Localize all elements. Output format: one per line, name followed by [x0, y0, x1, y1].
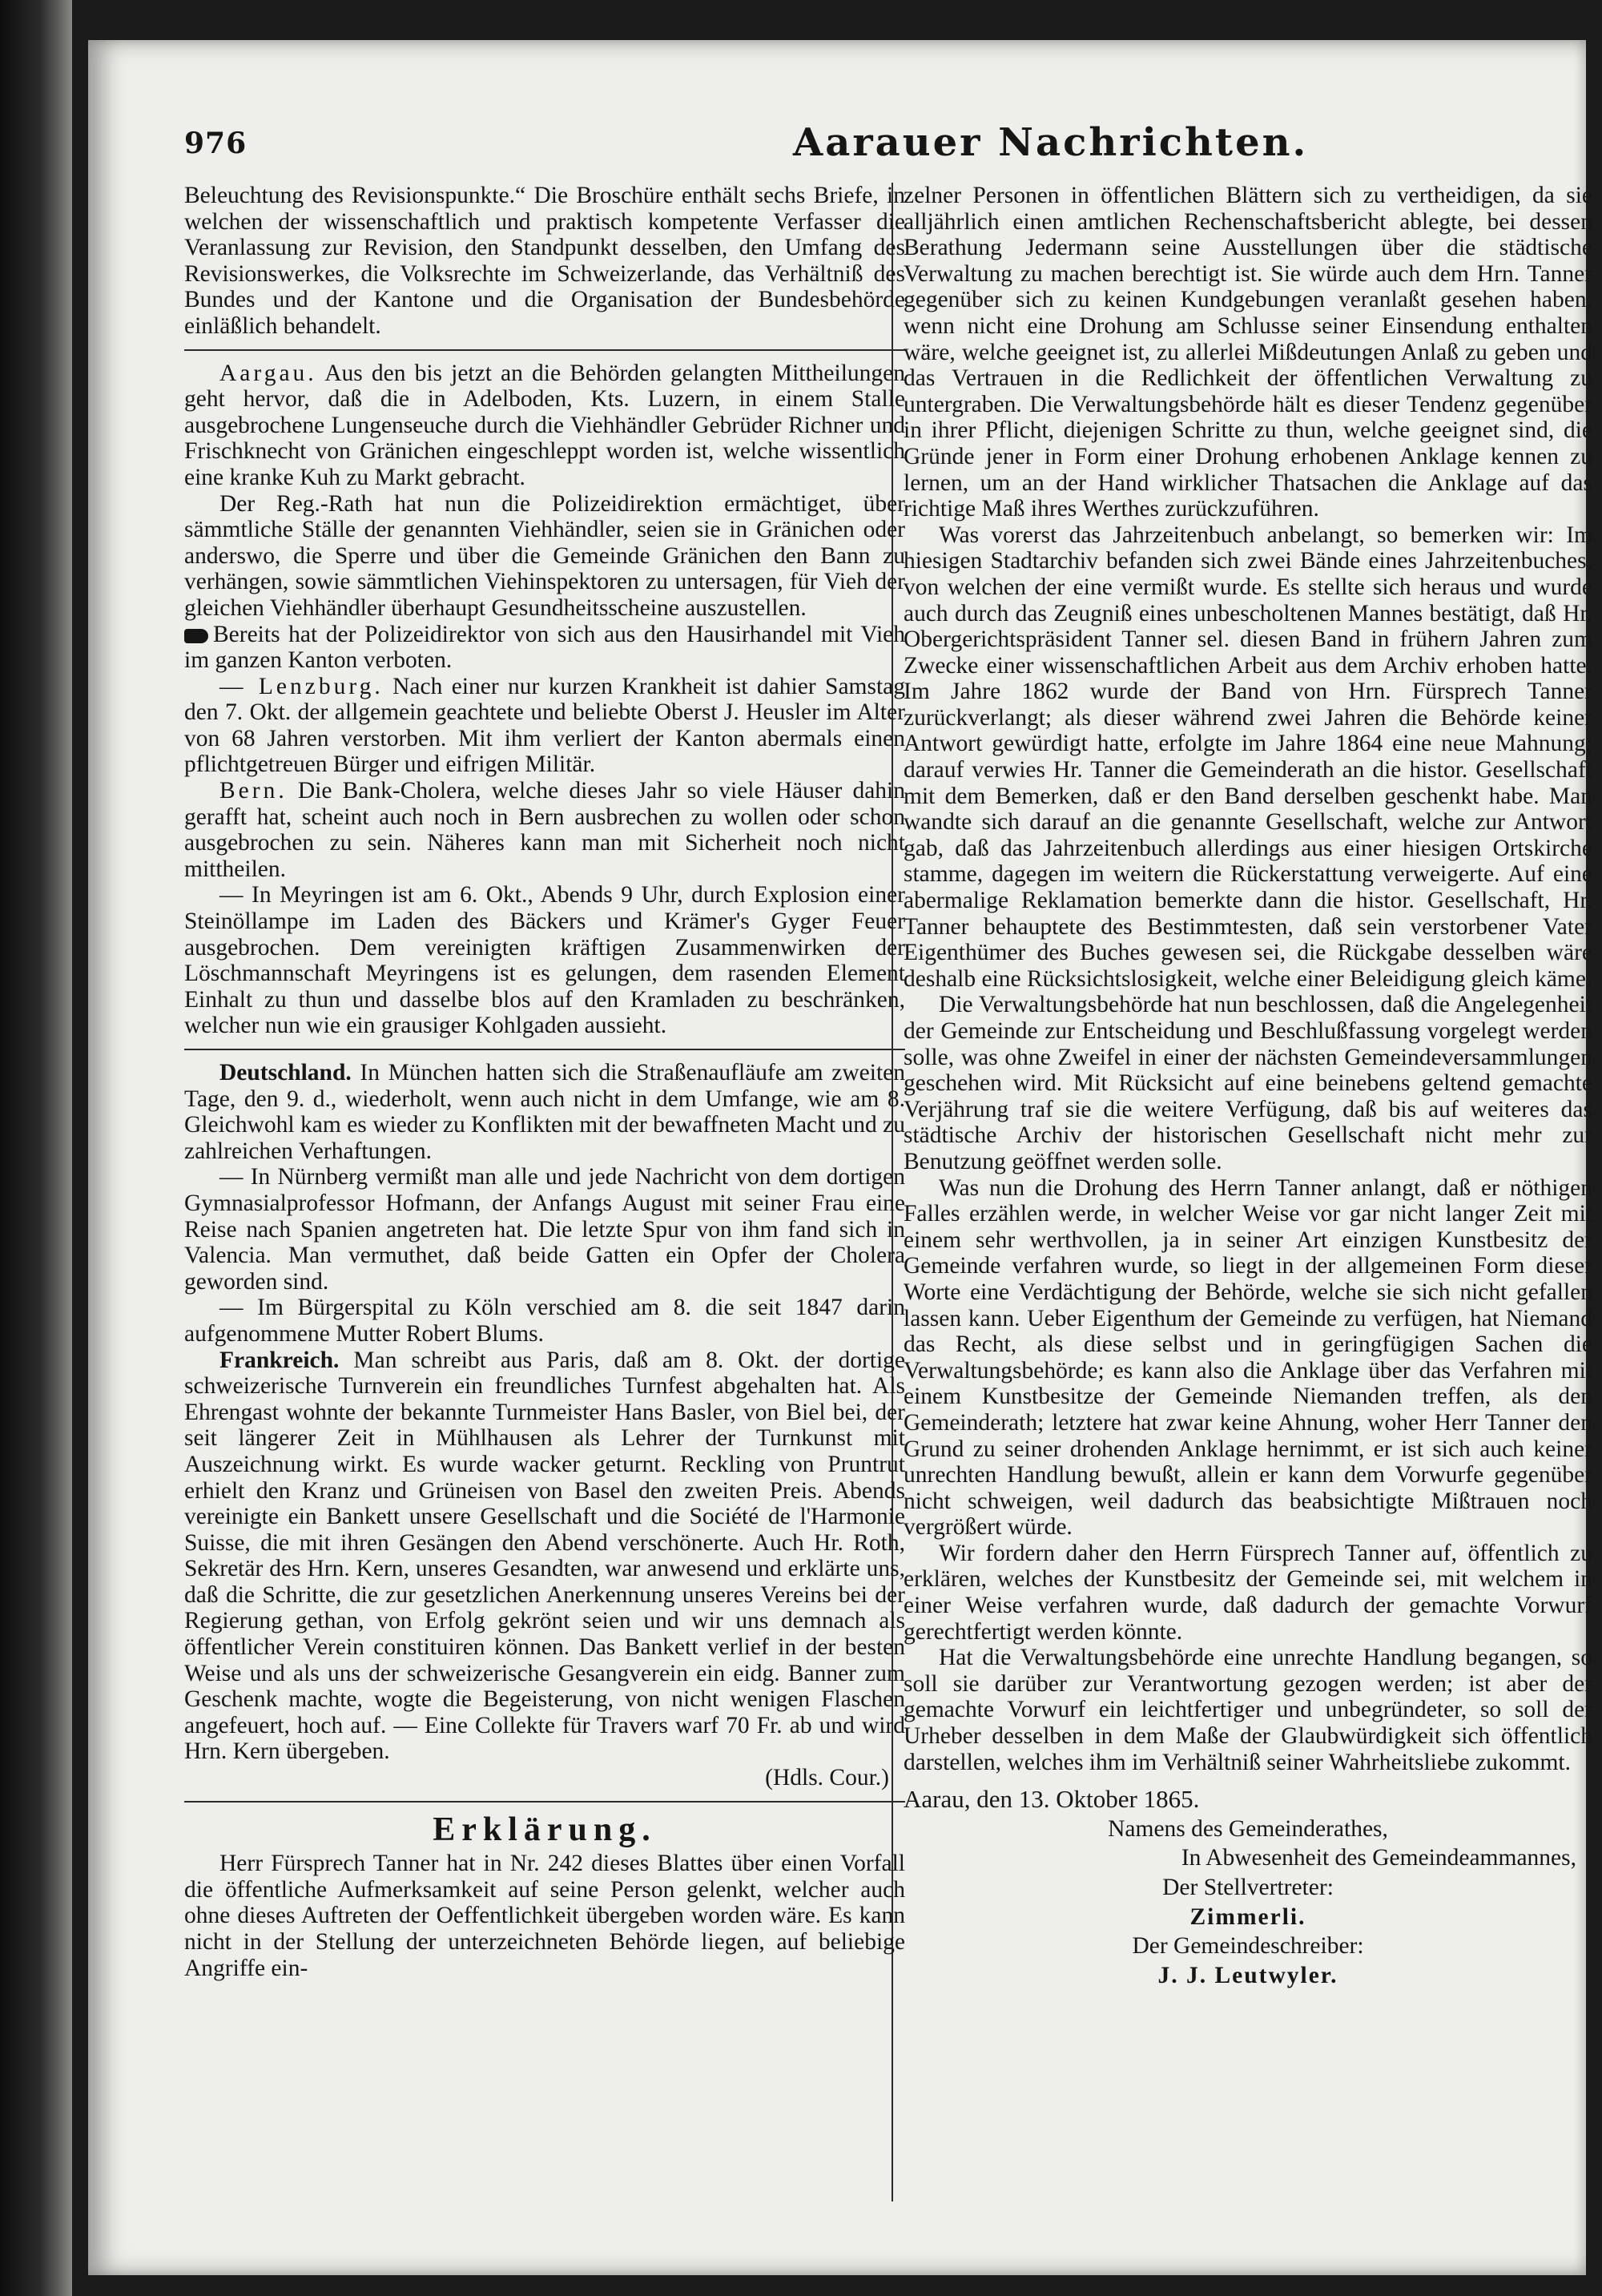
date-line: Aarau, den 13. Oktober 1865. [904, 1785, 1200, 1814]
paragraph-meyringen: — In Meyringen ist am 6. Okt., Abends 9 Uhr, durch Explosion einer Steinöllampe im Laden des Bäckers und Krämer's Gyger Feuer ausgebrochen. Dem vereinigten kräftigen Zusammenwirken der Löschmannschaft Meyringens ist es gelungen, dem rasenden Element Einhalt zu thun und dasselbe blos auf den Kramladen zu beschränken, welcher nun wie ein grausiger Kohlgaden aussieht. [184, 882, 905, 1039]
heading-aargau: Aargau. [219, 360, 317, 386]
text-deutschland: In München hatten sich die Straßenaufläufe am zweiten Tage, den 9. d., wiederholt, wenn auch nicht in dem Umfange, wie am 8. Gleichwohl kam es wieder zu Konflikten mit der bewaffneten Macht und zu zahlreichen Verhaftungen. [184, 1060, 905, 1164]
heading-bern: Bern. [219, 778, 288, 804]
paragraph-lenzburg [184, 674, 905, 778]
pointing-hand-icon [184, 629, 208, 643]
erklaerung-heading: Erklärung. [433, 1811, 657, 1848]
text-lenzburg: Nach einer nur kurzen Krankheit ist dahier Samstag den 7. Okt. der allgemein geachtete und beliebte Oberst J. Heusler im Alter von 68 Jahren verstorben. Mit ihm verliert der Kanton abermals einen pflichtgetreuen Bürger und eifrigen Militär. [184, 673, 905, 778]
paragraph-koeln: — Im Bürgerspital zu Köln verschied am 8. die seit 1847 darin aufgenommene Mutter Robert Blums. [184, 1295, 905, 1347]
signature-line-1: Namens des Gemeinderathes, [1108, 1815, 1388, 1842]
section-rule [184, 1801, 905, 1803]
paragraph-regrath: Der Reg.-Rath hat nun die Polizeidirektion ermächtiget, über sämmtliche Ställe der genannten Viehhändler, seien sie in Gränichen oder anderswo, die Sperre und über die Gemeinde Gränichen den Bann zu verhängen, sowie sämmtlichen Viehinspektoren zu untersagen, für Vieh der gleichen Viehhändler überhaupt Gesundheitsscheine auszustellen. [184, 490, 905, 621]
heading-deutschland: Deutschland. [219, 1060, 352, 1086]
section-rule [184, 1049, 905, 1050]
paragraph-bern [184, 778, 905, 882]
signature-line-3: Der Stellvertreter: [1162, 1875, 1334, 1900]
paragraph-aargau [184, 361, 905, 491]
section-rule [184, 349, 905, 351]
page-number: 976 [184, 127, 248, 160]
signature-line-2: In Abwesenheit des Gemeindeammannes, [1181, 1845, 1576, 1871]
paragraph-right-4: Was nun die Drohung des Herrn Tanner anlangt, daß er nöthigen Falles erzählen werde, in welcher Weise vor gar nicht langer Zeit mit einem sehr werthvollen, ja in seiner Art einzigen Kunstbesitz der Gemeinde verfahren wurde, so liegt in der allgemeinen Form dieser Worte eine Verdächtigung der Behörde, welche sie sich nicht gefallen lassen kann. Ueber Eigenthum der Gemeinde zu verfügen, hat Niemand das Recht, als diese selbst und in geringfügigen Sachen die Verwaltungsbehörde; es kann also die Anklage über das Verfahren mit einem Kunstbesitze der Gemeinde Niemanden treffen, als den Gemeinderath; letztere hat zwar keine Ahnung, woher Herr Tanner den Grund zu seiner drohenden Anklage hernimmt, er ist sich auch keiner unrechten Handlung bewußt, allein er kann dem Vorwurfe gegenüber nicht schweigen, weil dadurch das beabsichtigte Mißtrauen noch vergrößert würde. [904, 1174, 1592, 1541]
paragraph-bereits [184, 622, 905, 674]
heading-frankreich: Frankreich. [219, 1347, 340, 1373]
left-column [184, 183, 905, 1981]
paragraph-revision: Beleuchtung des Revisionspunkte.“ Die Broschüre enthält sechs Briefe, in welchen der wissenschaftlich und praktisch kompetente Verfasser die Veranlassung zur Revision, den Standpunkt desselben, den Umfang des Revisionswerkes, die Volksrechte im Schweizerlande, das Verhältniß des Bundes und der Kantone und die Organisation der Bundesbehörde einläßlich behandelt. [184, 183, 905, 339]
right-column [889, 183, 1592, 1988]
paragraph-frankreich [184, 1347, 905, 1766]
paragraph-nuernberg: — In Nürnberg vermißt man alle und jede Nachricht von dem dortigen Gymnasialprofessor Hofmann, der Anfangs August mit seiner Frau eine Reise nach Spanien angetreten hat. Die letzte Spur von ihm fand sich in Valencia. Man vermuthet, daß beide Gatten ein Opfer der Cholera geworden sind. [184, 1164, 905, 1295]
paragraph-right-5: Wir fordern daher den Herrn Fürsprech Tanner auf, öffentlich zu erklären, welches der Kunstbesitz der Gemeinde sei, mit welchem in einer Weise verfahren wurde, daß dadurch der gemachte Vorwurf gerechtfertigt werden könnte. [904, 1540, 1592, 1645]
source-citation: (Hdls. Cour.) [765, 1765, 889, 1791]
paragraph-right-1: zelner Personen in öffentlichen Blättern sich zu vertheidigen, da sie alljährlich einen amtlichen Rechenschaftsbericht ablegte, bei dessen Berathung Jedermann seine Ausstellungen über die städtische Verwaltung zu machen berechtigt ist. Sie würde auch dem Hrn. Tanner gegenüber sich zu keinen Kundgebungen veranlaßt gesehen haben, wenn nicht eine Drohung am Schlusse seiner Einsendung enthalten wäre, welche geeignet ist, zu allerlei Mißdeutungen Anlaß zu geben und das Vertrauen in die Redlichkeit der öffentlichen Verwaltung zu untergraben. Die Verwaltungsbehörde hält es dieser Tendenz gegenüber in ihrer Pflicht, diejenigen Schritte zu thun, welche geeignet sind, die Gründe jener in Form einer Drohung erhobenen Anklage kennen zu lernen, um an der Hand wirklicher Thatsachen die Anklage auf das richtige Maß ihres Werthes zurückzuführen. [904, 183, 1592, 522]
signature-name-zimmerli: Zimmerli. [1189, 1903, 1306, 1930]
text-aargau: Aus den bis jetzt an die Behörden gelangten Mittheilungen geht hervor, daß die in Adelboden, Kts. Luzern, in einem Stalle ausgebrochene Lungenseuche durch die Viehhändler Gebrüder Richner und Frischknecht von Gränichen eingeschleppt worden ist, welche wissentlich eine kranke Kuh zu Markt gebracht. [184, 360, 905, 490]
paragraph-right-6: Hat die Verwaltungsbehörde eine unrechte Handlung begangen, so soll sie darüber zur Verantwortung gezogen werden; ist aber der gemachte Vorwurf ein leichtfertiger und unbegründeter, so soll der Urheber desselben in dem Maße der Glaubwürdigkeit sich öffentlich darstellen, welches ihm im Verhältniß seiner Wahrheitsliebe zukommt. [904, 1645, 1592, 1775]
running-title: Aarauer Nachrichten. [793, 120, 1309, 165]
text-bereits: Bereits hat der Polizeidirektor von sich aus den Hausirhandel mit Vieh im ganzen Kanton verboten. [184, 621, 905, 674]
paragraph-right-3: Die Verwaltungsbehörde hat nun beschlossen, daß die Angelegenheit der Gemeinde zur Entscheidung und Beschlußfassung vorgelegt werden solle, was ohne Zweifel in einer der nächsten Gemeindeversammlungen geschehen wird. Mit Rücksicht auf eine beinebens geltend gemachte Verjährung traf sie die weitere Verfügung, daß bis auf weiteres das städtische Archiv der historischen Gesellschaft nicht mehr zur Benutzung geöffnet werden solle. [904, 992, 1592, 1174]
heading-lenzburg: — Lenzburg. [219, 673, 384, 699]
newspaper-page [88, 40, 1592, 2275]
signature-line-5: Der Gemeindeschreiber: [1132, 1933, 1364, 1960]
paragraph-right-2: Was vorerst das Jahrzeitenbuch anbelangt, so bemerken wir: Im hiesigen Stadtarchiv befanden sich zwei Bände eines Jahrzeitenbuches, von welchen der eine vermißt wurde. Es stellte sich heraus und wurde auch durch das Zeugniß eines unbescholtenen Mannes bestätigt, daß Hr. Obergerichtspräsident Tanner sel. diesen Band in frühern Jahren zum Zwecke einer wissenschaftlichen Arbeit aus dem Archiv erhoben hatte. Im Jahre 1862 wurde der Band von Hrn. Fürsprech Tanner zurückverlangt; als dieser während zwei Jahren die Behörde keiner Antwort gewürdigt hatte, erfolgte im Jahre 1864 eine neue Mahnung; darauf verwies Hr. Tanner die Gemeinderath an die histor. Gesellschaft mit dem Bemerken, daß er den Band derselben geschenkt habe. Man wandte sich darauf an die genannte Gesellschaft, welche zur Antwort gab, daß das Jahrzeitenbuch allerdings aus einer hiesigen Ortskirche stamme, dagegen im weitern die Rückerstattung verweigerte. Auf eine abermalige Reklamation bemerkte dann die histor. Gesellschaft, Hr. Tanner behauptete des Bestimmtesten, daß sein verstorbener Vater Eigenthümer des Buches gewesen sei, die Rückgabe desselben wäre deshalb eine Rücksichtslosigkeit, welche einer Beleidigung gleich käme. [904, 522, 1592, 992]
signature-block [904, 1816, 1592, 1989]
paragraph-deutschland [184, 1060, 905, 1164]
text-bern: Die Bank-Cholera, welche dieses Jahr so viele Häuser dahin gerafft hat, scheint auch noch in Bern ausbrechen zu wollen oder schon ausgebrochen zu sein. Näheres kann man mit Sicherheit noch nicht mittheilen. [184, 778, 905, 882]
paragraph-erklaerung: Herr Fürsprech Tanner hat in Nr. 242 dieses Blattes über einen Vorfall die öffentliche Aufmerksamkeit auf seine Person gelenkt, welcher auch ohne dieses Auftreten der Oeffentlichkeit übergeben worden wäre. Es kann nicht in der Stellung der unterzeichneten Behörde liegen, auf beliebige Angriffe ein- [184, 1851, 905, 1981]
signature-name-leutwyler: J. J. Leutwyler. [1157, 1962, 1338, 1988]
text-frankreich: Man schreibt aus Paris, daß am 8. Okt. der dortige schweizerische Turnverein ein freundliches Turnfest abgehalten hat. Als Ehrengast wohnte der bekannte Turnmeister Hans Basler, von Biel bei, der seit längerer Zeit in Mühlhausen als Lehrer der Turnkunst mit Auszeichnung wirkt. Es wurde wacker geturnt. Reckling von Pruntrut erhielt den Kranz und Grüneisen von Basel den zweiten Preis. Abends vereinigte ein Bankett unsere Gesellschaft und die Société de l'Harmonie Suisse, die mit ihren Gesängen den Abend verschönerte. Auch Hr. Roth, Sekretär des Hrn. Kern, unseres Gesandten, war anwesend und erklärte uns, daß die Schritte, die zur gesetzlichen Anerkennung unseres Vereins bei der Regierung gethan, von Erfolg gekrönt seien und wir uns demnach als öffentlicher Verein constituiren können. Das Bankett verlief in der besten Weise und als uns der schweizerische Gesangverein ein eidg. Banner zum Geschenk machte, wogte die Begeisterung, von nicht wenigen Flaschen angefeuert, hoch auf. — Eine Collekte für Travers warf 70 Fr. ab und wird Hrn. Kern übergeben. [184, 1347, 906, 1765]
book-binding-edge [0, 0, 72, 2296]
